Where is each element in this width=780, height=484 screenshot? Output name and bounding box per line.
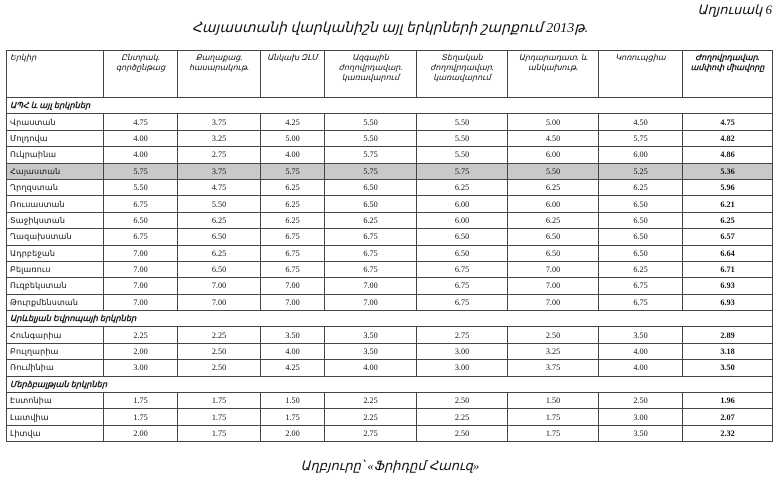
rating-cell: 3.50 xyxy=(325,343,417,359)
rating-cell: 6.50 xyxy=(178,229,261,245)
rating-cell: 6.25 xyxy=(417,179,508,195)
rating-cell: 4.00 xyxy=(104,130,178,146)
rating-cell: 4.00 xyxy=(104,147,178,163)
rating-cell: 2.25 xyxy=(104,327,178,343)
table-label: Աղյուսակ 6 xyxy=(697,2,772,17)
rating-cell: 6.50 xyxy=(599,212,683,228)
rating-cell: 6.25 xyxy=(508,179,599,195)
score-cell: 2.07 xyxy=(683,409,773,425)
rating-cell: 6.50 xyxy=(508,229,599,245)
rating-cell: 7.00 xyxy=(261,294,325,310)
rating-cell: 5.50 xyxy=(325,130,417,146)
rating-cell: 3.00 xyxy=(417,343,508,359)
rating-cell: 4.25 xyxy=(261,114,325,130)
table-row xyxy=(7,196,773,212)
rating-cell: 7.00 xyxy=(325,278,417,294)
rating-cell: 3.00 xyxy=(599,409,683,425)
country-cell: Լիտվա xyxy=(7,425,104,441)
rating-cell: 1.75 xyxy=(508,409,599,425)
score-cell: 6.64 xyxy=(683,245,773,261)
table-row xyxy=(7,130,773,146)
rating-cell: 6.25 xyxy=(599,261,683,277)
country-cell: Ռումինիա xyxy=(7,360,104,376)
column-header: Ընտրակ. գործընթաց xyxy=(104,51,178,98)
score-cell: 6.21 xyxy=(683,196,773,212)
table-title: Հայաստանի վարկանիշն այլ երկրների շարքում 2013թ. xyxy=(191,21,589,36)
table-row xyxy=(7,360,773,376)
rating-cell: 1.75 xyxy=(261,409,325,425)
rating-cell: 3.75 xyxy=(178,163,261,179)
rating-cell: 6.00 xyxy=(417,212,508,228)
table-row xyxy=(7,343,773,359)
rating-cell: 4.50 xyxy=(508,130,599,146)
table-row xyxy=(7,229,773,245)
country-cell: Լատվիա xyxy=(7,409,104,425)
rating-cell: 4.00 xyxy=(325,360,417,376)
score-cell: 6.93 xyxy=(683,278,773,294)
score-cell: 5.36 xyxy=(683,163,773,179)
ratings-table xyxy=(6,50,773,442)
rating-cell: 6.75 xyxy=(261,229,325,245)
table-row xyxy=(7,327,773,343)
rating-cell: 6.00 xyxy=(508,147,599,163)
rating-cell: 6.25 xyxy=(599,179,683,195)
country-cell: Ուզբեկստան xyxy=(7,278,104,294)
country-cell: Թուրքմենստան xyxy=(7,294,104,310)
table-row xyxy=(7,425,773,441)
rating-cell: 5.00 xyxy=(261,130,325,146)
table-row xyxy=(7,393,773,409)
rating-cell: 6.75 xyxy=(325,229,417,245)
country-cell: Բուլղարիա xyxy=(7,343,104,359)
table-body xyxy=(7,98,773,442)
country-cell: Տաջիկստան xyxy=(7,212,104,228)
rating-cell: 7.00 xyxy=(178,278,261,294)
rating-cell: 7.00 xyxy=(104,278,178,294)
rating-cell: 6.75 xyxy=(325,261,417,277)
table-row xyxy=(7,114,773,130)
score-cell: 6.71 xyxy=(683,261,773,277)
table-row xyxy=(7,212,773,228)
rating-cell: 6.50 xyxy=(178,261,261,277)
table-row xyxy=(7,147,773,163)
rating-cell: 6.25 xyxy=(261,212,325,228)
rating-cell: 3.50 xyxy=(599,425,683,441)
score-cell: 6.93 xyxy=(683,294,773,310)
rating-cell: 6.50 xyxy=(104,212,178,228)
rating-cell: 6.50 xyxy=(325,179,417,195)
rating-cell: 4.00 xyxy=(261,147,325,163)
column-header: Տեղական ժողովրդավար. կառավարում xyxy=(417,51,508,98)
score-cell: 6.25 xyxy=(683,212,773,228)
country-cell: Հունգարիա xyxy=(7,327,104,343)
rating-cell: 6.25 xyxy=(261,196,325,212)
rating-cell: 6.75 xyxy=(325,245,417,261)
rating-cell: 4.50 xyxy=(599,114,683,130)
rating-cell: 2.50 xyxy=(599,393,683,409)
country-cell: Ուկրաինա xyxy=(7,147,104,163)
rating-cell: 6.75 xyxy=(261,245,325,261)
country-cell: Ադրբեջան xyxy=(7,245,104,261)
country-cell: Մոլդովա xyxy=(7,130,104,146)
country-cell: Էստոնիա xyxy=(7,393,104,409)
rating-cell: 5.50 xyxy=(417,114,508,130)
rating-cell: 1.75 xyxy=(178,393,261,409)
rating-cell: 6.25 xyxy=(508,212,599,228)
rating-cell: 7.00 xyxy=(508,261,599,277)
score-cell: 4.75 xyxy=(683,114,773,130)
rating-cell: 6.75 xyxy=(261,261,325,277)
rating-cell: 6.25 xyxy=(325,212,417,228)
table-row xyxy=(7,294,773,310)
rating-cell: 1.75 xyxy=(508,425,599,441)
rating-cell: 7.00 xyxy=(325,294,417,310)
rating-cell: 2.00 xyxy=(104,425,178,441)
score-cell: 5.96 xyxy=(683,179,773,195)
rating-cell: 1.50 xyxy=(508,393,599,409)
table-row xyxy=(7,261,773,277)
rating-cell: 2.00 xyxy=(261,425,325,441)
rating-cell: 1.75 xyxy=(178,409,261,425)
rating-cell: 3.50 xyxy=(325,327,417,343)
rating-cell: 6.75 xyxy=(417,294,508,310)
score-cell: 1.96 xyxy=(683,393,773,409)
rating-cell: 6.50 xyxy=(508,245,599,261)
rating-cell: 6.50 xyxy=(599,229,683,245)
section-row xyxy=(7,98,773,114)
rating-cell: 3.50 xyxy=(599,327,683,343)
rating-cell: 5.75 xyxy=(325,163,417,179)
rating-cell: 6.50 xyxy=(417,245,508,261)
rating-cell: 5.75 xyxy=(599,130,683,146)
rating-cell: 2.25 xyxy=(325,409,417,425)
rating-cell: 4.00 xyxy=(261,343,325,359)
score-cell: 3.18 xyxy=(683,343,773,359)
rating-cell: 2.75 xyxy=(417,327,508,343)
rating-cell: 6.50 xyxy=(599,245,683,261)
rating-cell: 1.75 xyxy=(104,409,178,425)
section-title: Մերձբալթյան երկրներ xyxy=(7,376,773,392)
country-cell: Ղրղզստան xyxy=(7,179,104,195)
country-cell: Բելառուս xyxy=(7,261,104,277)
rating-cell: 6.00 xyxy=(417,196,508,212)
rating-cell: 5.50 xyxy=(417,147,508,163)
rating-cell: 2.50 xyxy=(178,360,261,376)
table-row xyxy=(7,245,773,261)
country-cell: Հայաստան xyxy=(7,163,104,179)
table-row xyxy=(7,409,773,425)
country-cell: Ռուսաստան xyxy=(7,196,104,212)
rating-cell: 5.75 xyxy=(104,163,178,179)
rating-cell: 6.25 xyxy=(178,212,261,228)
rating-cell: 2.75 xyxy=(178,147,261,163)
rating-cell: 5.75 xyxy=(325,147,417,163)
rating-cell: 1.75 xyxy=(178,425,261,441)
score-cell: 4.82 xyxy=(683,130,773,146)
score-cell: 3.50 xyxy=(683,360,773,376)
rating-cell: 3.75 xyxy=(178,114,261,130)
rating-cell: 4.25 xyxy=(261,360,325,376)
column-header: Արդարադատ. և անկախութ. xyxy=(508,51,599,98)
rating-cell: 2.50 xyxy=(417,425,508,441)
rating-cell: 7.00 xyxy=(508,278,599,294)
rating-cell: 7.00 xyxy=(508,294,599,310)
rating-cell: 4.00 xyxy=(599,360,683,376)
rating-cell: 6.75 xyxy=(599,278,683,294)
rating-cell: 2.50 xyxy=(178,343,261,359)
country-cell: Ղազախստան xyxy=(7,229,104,245)
table-row xyxy=(7,179,773,195)
table-row xyxy=(7,278,773,294)
source-note: Աղբյուրը՝ «Ֆրիդըմ Հաուզ» xyxy=(300,458,480,473)
rating-cell: 5.50 xyxy=(325,114,417,130)
section-title: ԱՊՀ և այլ երկրներ xyxy=(7,98,773,114)
rating-cell: 7.00 xyxy=(261,278,325,294)
rating-cell: 5.50 xyxy=(104,179,178,195)
column-header: Ժողովրդավար. ամփոփ միավորը xyxy=(683,51,773,98)
section-title: Արևելյան Եվրոպայի երկրներ xyxy=(7,311,773,327)
rating-cell: 6.25 xyxy=(178,245,261,261)
rating-cell: 5.75 xyxy=(261,163,325,179)
rating-cell: 2.75 xyxy=(325,425,417,441)
table-header xyxy=(7,51,773,98)
rating-cell: 5.50 xyxy=(178,196,261,212)
rating-cell: 5.50 xyxy=(508,163,599,179)
rating-cell: 5.75 xyxy=(417,163,508,179)
score-cell: 2.32 xyxy=(683,425,773,441)
rating-cell: 6.75 xyxy=(599,294,683,310)
table-row xyxy=(7,163,773,179)
rating-cell: 5.50 xyxy=(417,130,508,146)
rating-cell: 4.00 xyxy=(599,343,683,359)
rating-cell: 2.25 xyxy=(325,393,417,409)
rating-cell: 1.50 xyxy=(261,393,325,409)
score-cell: 2.89 xyxy=(683,327,773,343)
rating-cell: 2.25 xyxy=(417,409,508,425)
rating-cell: 6.50 xyxy=(599,196,683,212)
rating-cell: 3.00 xyxy=(104,360,178,376)
rating-cell: 3.75 xyxy=(508,360,599,376)
rating-cell: 7.00 xyxy=(104,261,178,277)
rating-cell: 6.00 xyxy=(599,147,683,163)
column-header: Անկախ ԶԼՄ xyxy=(261,51,325,98)
column-header: Կոռուպցիա xyxy=(599,51,683,98)
rating-cell: 3.25 xyxy=(508,343,599,359)
rating-cell: 6.25 xyxy=(261,179,325,195)
rating-cell: 6.75 xyxy=(417,261,508,277)
rating-cell: 6.75 xyxy=(104,196,178,212)
column-header: Երկիր xyxy=(7,51,104,98)
rating-cell: 7.00 xyxy=(178,294,261,310)
section-row xyxy=(7,311,773,327)
rating-cell: 6.75 xyxy=(104,229,178,245)
column-header: Ազգային ժողովրդավար. կառավարում xyxy=(325,51,417,98)
rating-cell: 6.00 xyxy=(508,196,599,212)
score-cell: 4.86 xyxy=(683,147,773,163)
rating-cell: 3.50 xyxy=(261,327,325,343)
rating-cell: 5.25 xyxy=(599,163,683,179)
rating-cell: 3.25 xyxy=(178,130,261,146)
rating-cell: 7.00 xyxy=(104,294,178,310)
rating-cell: 4.75 xyxy=(178,179,261,195)
rating-cell: 1.75 xyxy=(104,393,178,409)
rating-cell: 2.50 xyxy=(417,393,508,409)
rating-cell: 2.25 xyxy=(178,327,261,343)
rating-cell: 2.00 xyxy=(104,343,178,359)
ratings-table-container xyxy=(6,50,772,442)
section-row xyxy=(7,376,773,392)
score-cell: 6.57 xyxy=(683,229,773,245)
country-cell: Վրաստան xyxy=(7,114,104,130)
rating-cell: 2.50 xyxy=(508,327,599,343)
column-header: Քաղաքաց. հասարակութ. xyxy=(178,51,261,98)
rating-cell: 6.50 xyxy=(325,196,417,212)
rating-cell: 3.00 xyxy=(417,360,508,376)
rating-cell: 5.00 xyxy=(508,114,599,130)
rating-cell: 6.75 xyxy=(417,278,508,294)
rating-cell: 4.75 xyxy=(104,114,178,130)
header-row xyxy=(7,51,773,98)
rating-cell: 7.00 xyxy=(104,245,178,261)
rating-cell: 6.50 xyxy=(417,229,508,245)
